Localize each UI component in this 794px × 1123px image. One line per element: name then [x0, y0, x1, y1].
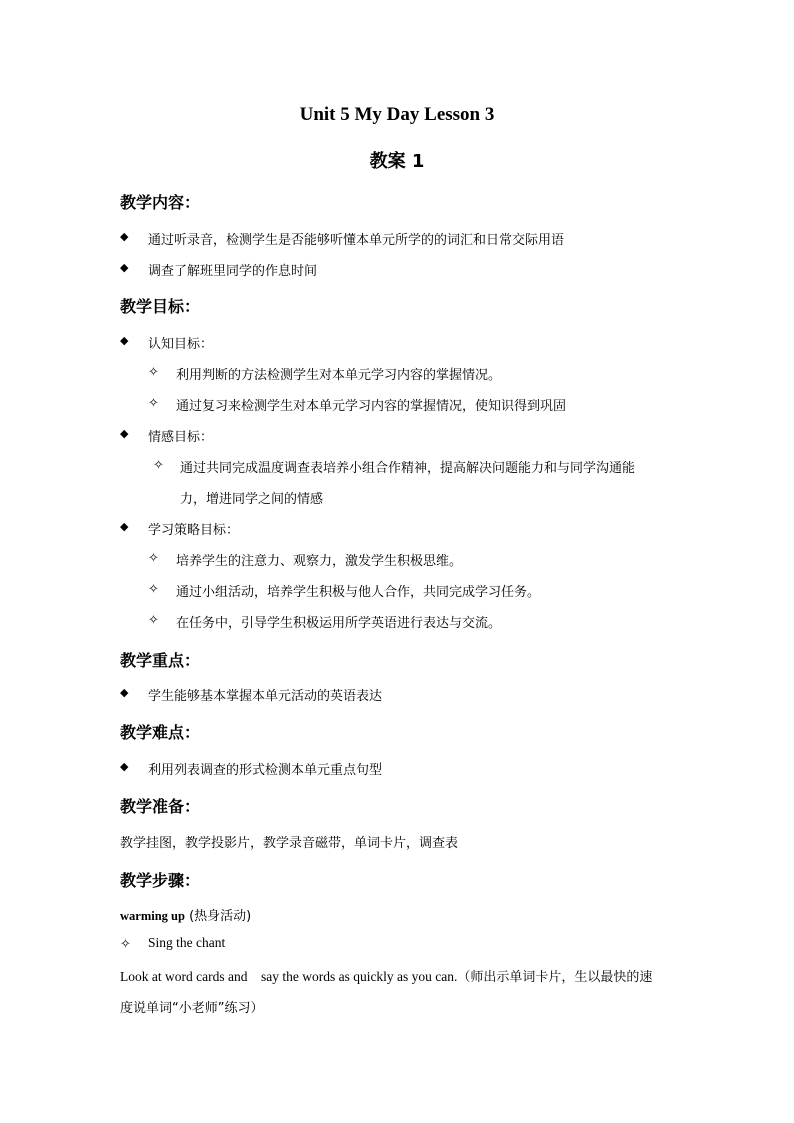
diamond-bullet-icon: ◆ [120, 760, 129, 773]
diamond-bullet-icon: ◆ [120, 261, 129, 274]
section-heading-difficulties: 教学难点： [120, 723, 201, 742]
key-point-item: 学生能够基本掌握本单元活动的英语表达 [148, 689, 383, 704]
strategy-goals-label: 学习策略目标： [148, 523, 240, 538]
sing-chant-item: Sing the chant [148, 935, 226, 950]
strategy-goal-item-1: 培养学生的注意力、观察力，激发学生积极思维。 [176, 554, 463, 569]
section-heading-content: 教学内容： [120, 193, 201, 212]
warmup-line [120, 905, 251, 924]
section-heading-key-points: 教学重点： [120, 651, 201, 670]
cognitive-goal-item-1: 利用判断的方法检测学生对本单元学习内容的掌握情况。 [176, 368, 502, 383]
star-bullet-icon: ✧ [153, 458, 164, 473]
star-bullet-icon: ✧ [148, 582, 159, 597]
section-heading-goals: 教学目标： [120, 297, 201, 316]
section-heading-steps: 教学步骤： [120, 871, 201, 890]
word-cards-line-1 [120, 966, 652, 985]
diamond-bullet-icon: ◆ [120, 427, 129, 440]
star-bullet-icon: ✧ [148, 551, 159, 566]
content-item-1: 通过听录音，检测学生是否能够听懂本单元所学的的词汇和日常交际用语 [148, 233, 565, 248]
diamond-bullet-icon: ◆ [120, 686, 129, 699]
content-item-2: 调查了解班里同学的作息时间 [148, 264, 318, 279]
emotional-goal-line-2: 力，增进同学之间的情感 [180, 492, 324, 507]
diamond-bullet-icon: ◆ [120, 520, 129, 533]
warmup-label: warming up [120, 909, 185, 923]
warmup-note: (热身活动) [184, 909, 252, 924]
strategy-goal-item-3: 在任务中，引导学生积极运用所学英语进行表达与交流。 [176, 616, 502, 631]
word-cards-line-2: 度说单词“小老师”练习） [120, 1001, 264, 1016]
diamond-bullet-icon: ◆ [120, 334, 129, 347]
emotional-goals-label: 情感目标： [148, 430, 214, 445]
emotional-goal-line-1: 通过共同完成温度调查表培养小组合作精神，提高解决问题能力和与同学沟通能 [180, 461, 636, 476]
star-bullet-icon: ✧ [148, 396, 159, 411]
star-bullet-icon: ✧ [120, 937, 131, 952]
cognitive-goal-item-2: 通过复习来检测学生对本单元学习内容的掌握情况，使知识得到巩固 [176, 399, 567, 414]
star-bullet-icon: ✧ [148, 365, 159, 380]
preparation-text: 教学挂图，教学投影片，教学录音磁带，单词卡片，调查表 [120, 836, 459, 851]
difficulty-item: 利用列表调查的形式检测本单元重点句型 [148, 763, 383, 778]
document-title: Unit 5 My Day Lesson 3 [299, 104, 495, 125]
word-cards-note: （师出示单词卡片，生以最快的速 [457, 970, 653, 985]
diamond-bullet-icon: ◆ [120, 230, 129, 243]
cognitive-goals-label: 认知目标： [148, 337, 214, 352]
strategy-goal-item-2: 通过小组活动，培养学生积极与他人合作，共同完成学习任务。 [176, 585, 541, 600]
star-bullet-icon: ✧ [148, 613, 159, 628]
document-subtitle: 教案 1 [369, 151, 425, 172]
word-cards-instruction: Look at word cards and say the words as quickly as you can. [120, 969, 458, 984]
section-heading-preparation: 教学准备： [120, 797, 201, 816]
